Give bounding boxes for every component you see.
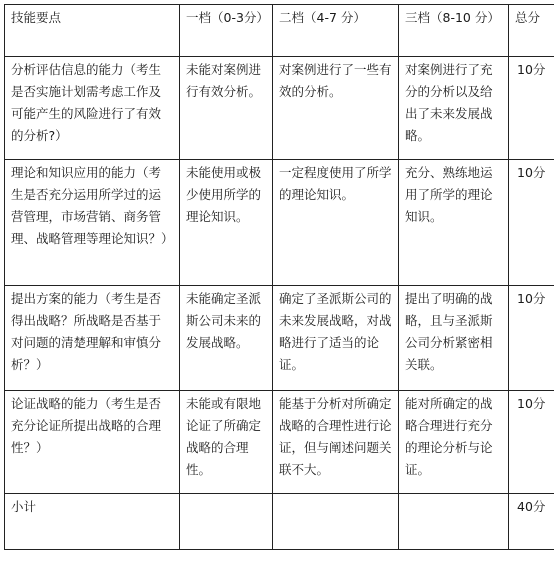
- level1-cell: 未能或有限地论证了所确定战略的合理性。: [180, 391, 273, 494]
- level2-cell: 一定程度使用了所学的理论知识。: [273, 160, 399, 286]
- table-row: [5, 57, 554, 160]
- table-row: [5, 391, 554, 494]
- level3-cell: 能对所确定的战略合理进行充分的理论分析与论证。: [399, 391, 509, 494]
- level3-cell: 充分、熟练地运用了所学的理论知识。: [399, 160, 509, 286]
- score-cell: 10分: [509, 57, 554, 160]
- level2-cell: 确定了圣派斯公司的未来发展战略，对战略进行了适当的论证。: [273, 286, 399, 391]
- level1-cell: 未能确定圣派斯公司未来的发展战略。: [180, 286, 273, 391]
- level3-cell: 对案例进行了充分的分析以及给出了未来发展战略。: [399, 57, 509, 160]
- score-cell: 10分: [509, 286, 554, 391]
- skill-cell: 理论和知识应用的能力（考生是否充分运用所学过的运营管理，市场营销、商务管理、战略管理等理论知识？）: [5, 160, 180, 286]
- table-row: [5, 160, 554, 286]
- skill-cell: 分析评估信息的能力（考生是否实施计划需考虑工作及可能产生的风险进行了有效的分析?）: [5, 57, 180, 160]
- header-skill: 技能要点: [5, 5, 180, 57]
- header-level1: 一档（0-3分）: [180, 5, 273, 57]
- skill-cell: 论证战略的能力（考生是否充分论证所提出战略的合理性？）: [5, 391, 180, 494]
- level1-cell: 未能对案例进行有效分析。: [180, 57, 273, 160]
- subtotal-label: 小计: [5, 494, 180, 550]
- header-level2: 二档（4-7 分）: [273, 5, 399, 57]
- empty-cell: [180, 494, 273, 550]
- table-row: [5, 286, 554, 391]
- score-cell: 10分: [509, 160, 554, 286]
- level2-cell: 能基于分析对所确定战略的合理性进行论证，但与阐述问题关联不大。: [273, 391, 399, 494]
- empty-cell: [273, 494, 399, 550]
- skill-cell: 提出方案的能力（考生是否得出战略？所战略是否基于对问题的清楚理解和审慎分析？）: [5, 286, 180, 391]
- empty-cell: [399, 494, 509, 550]
- rubric-table: [4, 4, 554, 550]
- level3-cell: 提出了明确的战略，且与圣派斯公司分析紧密相关联。: [399, 286, 509, 391]
- subtotal-score: 40分: [509, 494, 554, 550]
- header-total: 总分: [509, 5, 554, 57]
- table-header-row: [5, 5, 554, 57]
- level2-cell: 对案例进行了一些有效的分析。: [273, 57, 399, 160]
- header-level3: 三档（8-10 分）: [399, 5, 509, 57]
- score-cell: 10分: [509, 391, 554, 494]
- level1-cell: 未能使用或极少使用所学的理论知识。: [180, 160, 273, 286]
- subtotal-row: [5, 494, 554, 550]
